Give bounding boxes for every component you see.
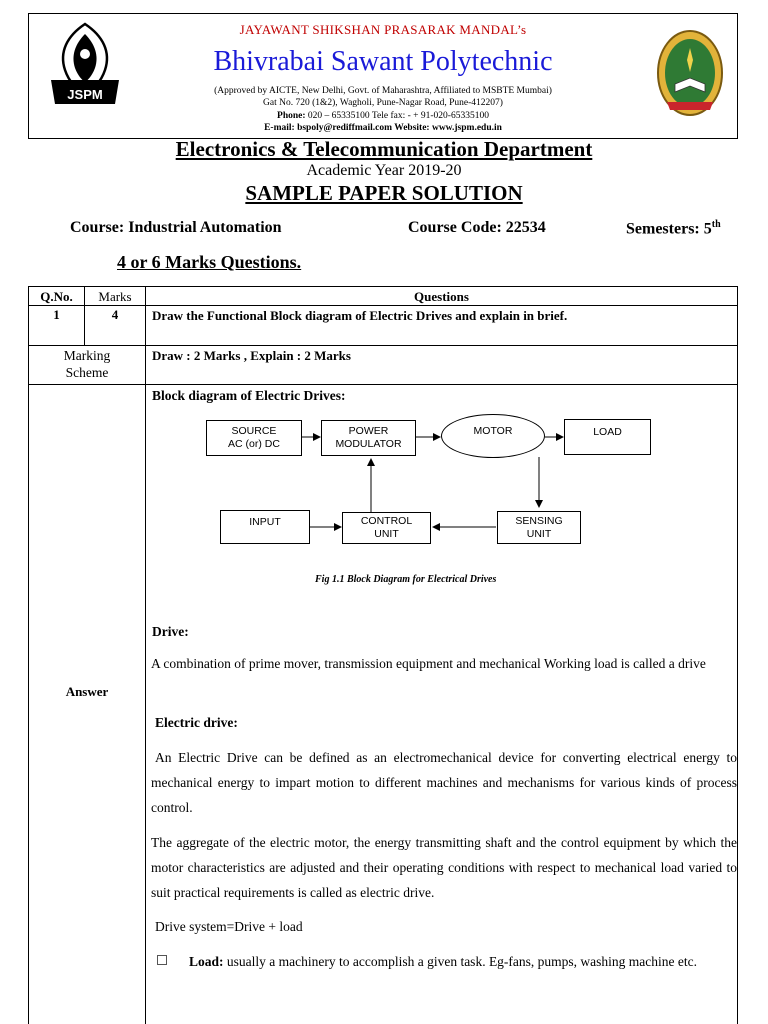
course-code: Course Code: 22534 xyxy=(408,219,546,236)
table-border-top xyxy=(28,286,738,287)
phone-value: 020 – 65335100 Tele fax: - + 91-020-65335100 xyxy=(305,111,489,121)
approval-line: (Approved by AICTE, New Delhi, Govt. of Maharashtra, Affiliated to MSBTE Mumbai) xyxy=(214,86,552,96)
electric-drive-heading: Electric drive: xyxy=(155,715,238,730)
block-control-unit xyxy=(342,512,431,544)
semester-text: Semesters: 5 xyxy=(626,220,712,238)
answer-label: Answer xyxy=(65,684,109,699)
drive-system-line xyxy=(151,914,737,939)
email-website-line: E-mail: bspoly@rediffmail.com Website: www.jspm.edu.in xyxy=(264,123,502,133)
block-sensing-unit xyxy=(497,511,581,544)
marking-scheme-label xyxy=(29,347,145,381)
svg-text:JSPM: JSPM xyxy=(67,87,103,102)
block-source-line1: SOURCE xyxy=(231,425,277,437)
address-line: Gat No. 720 (1&2), Wagholi, Pune-Nagar Road, Pune-412207) xyxy=(263,98,503,108)
table-border-right xyxy=(737,286,738,1024)
table-border-left xyxy=(28,286,29,1024)
marking-scheme-text: Draw : 2 Marks , Explain : 2 Marks xyxy=(152,348,351,363)
phone-line xyxy=(29,110,737,122)
block-control-line2: UNIT xyxy=(374,528,399,540)
block-power-modulator xyxy=(321,420,416,456)
phone-label: Phone: xyxy=(277,111,306,121)
drive-heading: Drive: xyxy=(152,624,189,639)
table-border-header xyxy=(28,305,738,306)
block-input-label: INPUT xyxy=(249,516,281,528)
letterhead xyxy=(28,13,738,139)
row-question: Draw the Functional Block diagram of Electric Drives and explain in brief. xyxy=(152,308,568,323)
aggregate-paragraph: The aggregate of the electric motor, the energy transmitting shaft and the control equipment by which the motor characteristics are adjusted and their operating conditions with respect to mechanical load varied to suit practical requirements is called as electric drive. xyxy=(151,835,737,900)
organization-name: JAYAWANT SHIKSHAN PRASARAK MANDAL’s xyxy=(239,22,527,37)
header-marks: Marks xyxy=(98,289,132,304)
block-power-line2: MODULATOR xyxy=(335,438,402,450)
block-sensing-line1: SENSING xyxy=(515,514,563,527)
block-motor xyxy=(441,414,545,458)
block-sensing-line2: UNIT xyxy=(526,527,552,540)
department-title: Electronics & Telecommunication Department xyxy=(175,137,593,161)
section-title: 4 or 6 Marks Questions. xyxy=(117,252,302,272)
drive-system-text: Drive system=Drive + load xyxy=(155,919,303,934)
bullet-square-icon xyxy=(157,955,167,965)
table-border-marking xyxy=(28,384,738,385)
block-source xyxy=(206,420,302,456)
table-col-divider-2 xyxy=(145,286,146,1024)
block-load xyxy=(564,419,651,455)
electric-drive-definition xyxy=(151,745,737,820)
load-bullet xyxy=(151,949,737,974)
header-qno: Q.No. xyxy=(40,289,73,304)
paper-title: SAMPLE PAPER SOLUTION xyxy=(245,181,523,205)
block-control-line1: CONTROL xyxy=(360,515,413,527)
block-diagram-title: Block diagram of Electric Drives: xyxy=(152,388,346,403)
row-marks: 4 xyxy=(111,307,119,322)
header-questions: Questions xyxy=(414,289,469,304)
block-motor-label: MOTOR xyxy=(473,425,513,437)
electric-drive-definition-text: An Electric Drive can be defined as an electromechanical device for converting electrical energy to mechanical energy to impart motion to different machines and mechanisms for various kinds of process control. xyxy=(151,750,737,815)
marking-label-line2: Scheme xyxy=(65,365,109,380)
marking-label-line1: Marking xyxy=(63,348,111,363)
polytechnic-emblem-icon xyxy=(655,28,725,118)
row-qno: 1 xyxy=(53,307,60,322)
block-load-label: LOAD xyxy=(593,426,622,438)
figure-caption: Fig 1.1 Block Diagram for Electrical Drives xyxy=(315,574,497,585)
load-text: usually a machinery to accomplish a given task. Eg-fans, pumps, washing machine etc. xyxy=(223,954,698,969)
block-input xyxy=(220,510,310,544)
block-source-line2: AC (or) DC xyxy=(228,438,280,450)
institute-name: Bhivrabai Sawant Polytechnic xyxy=(213,46,553,77)
block-power-line1: POWER xyxy=(348,425,389,437)
load-label: Load: xyxy=(189,954,224,969)
drive-definition: A combination of prime mover, transmission equipment and mechanical Working load is called a drive xyxy=(151,656,706,671)
academic-year: Academic Year 2019-20 xyxy=(306,162,462,179)
semester-suffix: th xyxy=(711,219,721,230)
table-border-row1 xyxy=(28,345,738,346)
course-semester xyxy=(626,219,721,238)
course-name: Course: Industrial Automation xyxy=(70,219,282,236)
